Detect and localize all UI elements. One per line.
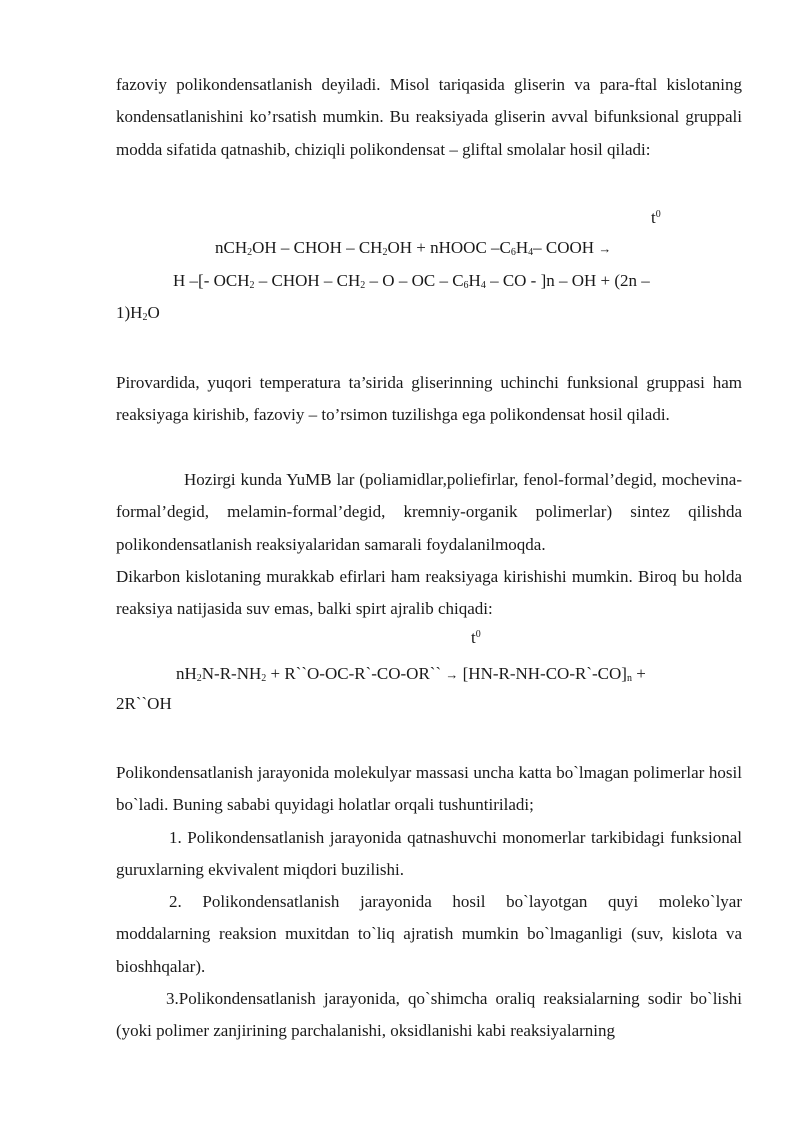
reaction-arrow: →: [445, 667, 459, 682]
reaction2-product-alcohol: 2R``OH: [116, 694, 172, 713]
list-item-2: 2. Polikondensatlanish jarayonida hosil bo`layotgan quyi moleko`lyar moddalarning reaksion muxitdan to`liq ajratish mumkin bo`lmaganligi (suv, kislota va bioshhqalar).: [116, 892, 742, 976]
list-item-3: 3.Polikondensatlanish jarayonida, qo`shimcha oraliq reaksialarning sodir bo`lishi (yoki polimer zanjirining parchalanishi, oksidlanishi kabi reaksiyalarning: [116, 989, 742, 1041]
list-item-1: 1. Polikondensatlanish jarayonida qatnashuvchi monomerlar tarkibidagi funksional guruxlarning ekvivalent miqdori buzilishi.: [116, 828, 742, 880]
reaction2-equation: $nH_2N-R-NH_2$ + R``O-OC-R`-CO-OR`` → $[HN-R-NH-CO-R`-CO]_n$ +: [176, 664, 646, 684]
reaction1-reactants: nCH$_2$OH – CHOH – $CH_2OH$ + nHOOC $-C_6H_4-$ COOH →: [215, 238, 612, 258]
reaction1-products: H –[- $OCH_2$ – CHOH – $CH_2$ – O – OC – $C_6H_4$ – CO - ]n – OH + (2n –: [173, 271, 650, 291]
reaction1-temperature: $t^0$: [651, 208, 661, 227]
reaction1-products-continued: $1)H_2O$: [116, 303, 160, 323]
paragraph-hozirgi: Hozirgi kunda YuMB lar (poliamidlar,poliefirlar, fenol-formal’degid, mochevina-formal’degid, melamin-formal’degid, kremniy-organik polimerlar) sintez qilishda polikondensatlanish reaksiyalaridan samarali foydalanilmoqda.: [116, 470, 742, 554]
paragraph-intro: fazoviy polikondensatlanish deyiladi. Misol tariqasida gliserin va para-ftal kislotaning kondensatlanishini ko’rsatish mumkin. Bu reaksiyada gliserin avval bifunksional gruppali modda sifatida qatnashib, chiziqli polikondensat – gliftal smolalar hosil qiladi:: [116, 75, 742, 159]
reaction-arrow: →: [598, 241, 612, 256]
paragraph-pirovardida: Pirovardida, yuqori temperatura ta’sirida gliserinning uchinchi funksional gruppasi ham reaksiyaga kirishib, fazoviy – to’rsimon tuzilishga ega polikondensat hosil qiladi.: [116, 373, 742, 425]
paragraph-polikondensatlanish: Polikondensatlanish jarayonida molekulyar massasi uncha katta bo`lmagan polimerlar hosil bo`ladi. Buning sababi quyidagi holatlar orqali tushuntiriladi;: [116, 763, 742, 815]
paragraph-dikarbon: Dikarbon kislotaning murakkab efirlari ham reaksiyaga kirishishi mumkin. Biroq bu holda reaksiya natijasida suv emas, balki spirt ajralib chiqadi:: [116, 567, 742, 619]
reaction2-temperature: $t^0$: [471, 628, 481, 647]
